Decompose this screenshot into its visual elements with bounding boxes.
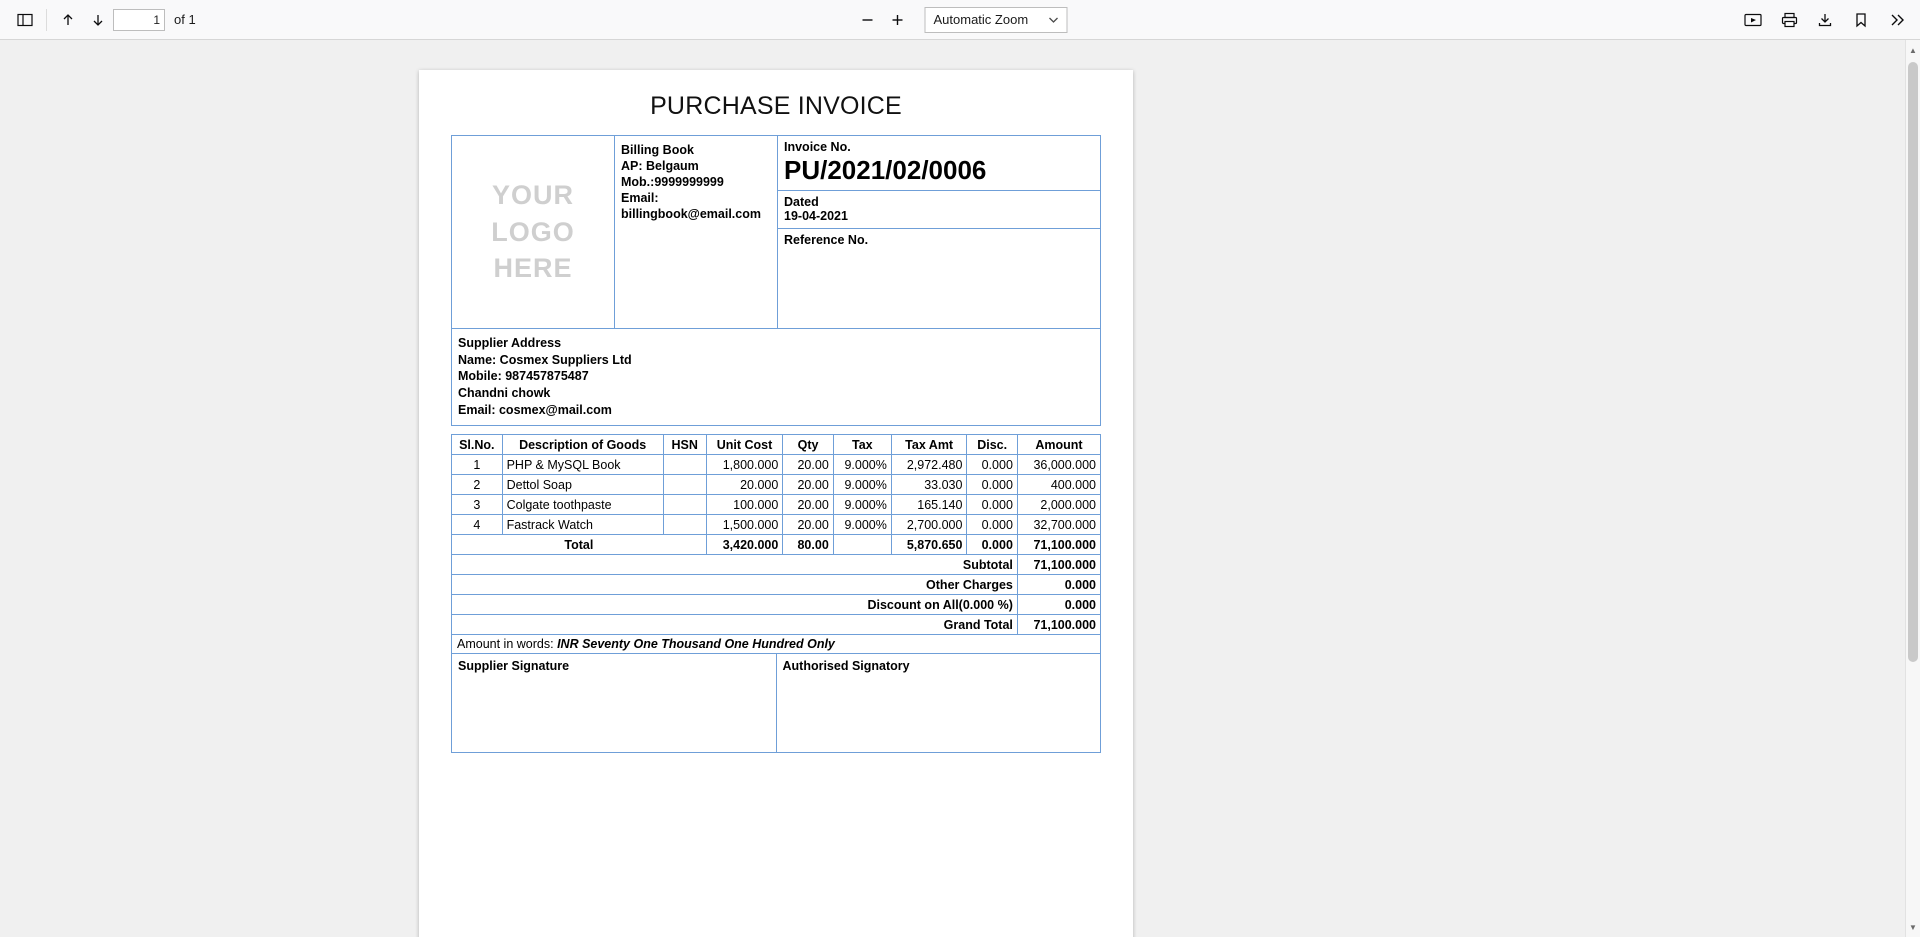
zoom-level-select[interactable] — [925, 7, 1068, 33]
cell-disc: 0.000 — [967, 495, 1017, 515]
cell-hsn — [663, 515, 706, 535]
supplier-name: Name: Cosmex Suppliers Ltd — [458, 352, 632, 367]
cell-hsn — [663, 495, 706, 515]
toolbar-divider — [46, 9, 47, 31]
invoice-number-box — [778, 136, 1100, 191]
summary-value: 71,100.000 — [1017, 555, 1100, 575]
supplier-address: Chandni chowk — [458, 385, 551, 400]
cell-qty: 20.00 — [783, 475, 833, 495]
summary-label: Grand Total — [452, 615, 1018, 635]
cell-slno: 4 — [452, 515, 503, 535]
cell-disc: 0.000 — [967, 455, 1017, 475]
header-desc: Description of Goods — [502, 435, 663, 455]
zoom-out-icon[interactable] — [853, 6, 883, 34]
invoice-header-block — [451, 135, 1101, 426]
table-row — [452, 515, 1101, 535]
header-amount: Amount — [1017, 435, 1100, 455]
signature-row — [451, 654, 1101, 753]
cell-hsn — [663, 475, 706, 495]
next-page-icon[interactable] — [83, 6, 113, 34]
summary-label: Other Charges — [452, 575, 1018, 595]
table-header-row — [452, 435, 1101, 455]
company-address: AP: Belgaum — [621, 159, 699, 173]
pdf-viewer-area — [0, 40, 1920, 937]
cell-taxamt: 2,700.000 — [891, 515, 967, 535]
invoice-date-box — [778, 191, 1100, 229]
total-unit: 3,420.000 — [706, 535, 783, 555]
table-total-row — [452, 535, 1101, 555]
summary-row — [452, 595, 1101, 615]
supplier-email: Email: cosmex@mail.com — [458, 402, 612, 417]
invoice-date-value: 19-04-2021 — [784, 208, 848, 223]
logo-placeholder — [452, 136, 615, 328]
total-qty: 80.00 — [783, 535, 833, 555]
presentation-mode-icon[interactable] — [1738, 6, 1768, 34]
company-email: billingbook@email.com — [621, 207, 761, 221]
bookmark-icon[interactable] — [1846, 6, 1876, 34]
cell-amount: 32,700.000 — [1017, 515, 1100, 535]
invoice-date-label: Dated — [784, 194, 819, 209]
print-icon[interactable] — [1774, 6, 1804, 34]
cell-qty: 20.00 — [783, 455, 833, 475]
cell-hsn — [663, 455, 706, 475]
supplier-signature-label: Supplier Signature — [452, 654, 777, 752]
cell-unit: 100.000 — [706, 495, 783, 515]
cell-qty: 20.00 — [783, 515, 833, 535]
zoom-in-icon[interactable] — [883, 6, 913, 34]
cell-tax: 9.000% — [833, 455, 891, 475]
amount-in-words — [451, 635, 1101, 654]
header-disc: Disc. — [967, 435, 1017, 455]
cell-unit: 1,800.000 — [706, 455, 783, 475]
logo-text — [491, 177, 575, 286]
authorised-signatory-label: Authorised Signatory — [782, 659, 910, 674]
invoice-body — [451, 135, 1101, 753]
summary-label: Subtotal — [452, 555, 1018, 575]
cell-taxamt: 165.140 — [891, 495, 967, 515]
scrollbar-thumb[interactable] — [1908, 62, 1918, 662]
amount-in-words-value: INR Seventy One Thousand One Hundred Only — [557, 637, 835, 652]
cell-amount: 36,000.000 — [1017, 455, 1100, 475]
summary-value: 71,100.000 — [1017, 615, 1100, 635]
company-mobile: Mob.:9999999999 — [621, 175, 724, 189]
cell-disc: 0.000 — [967, 515, 1017, 535]
cell-unit: 1,500.000 — [706, 515, 783, 535]
header-slno: Sl.No. — [452, 435, 503, 455]
line-items-table — [451, 434, 1101, 635]
toolbar-right-group — [1738, 6, 1912, 34]
reference-box — [778, 229, 1100, 328]
table-row — [452, 455, 1101, 475]
summary-value: 0.000 — [1017, 575, 1100, 595]
zoom-level-value: Automatic Zoom — [933, 12, 1029, 27]
cell-tax: 9.000% — [833, 515, 891, 535]
more-tools-icon[interactable] — [1882, 6, 1912, 34]
cell-tax: 9.000% — [833, 495, 891, 515]
header-qty: Qty — [783, 435, 833, 455]
supplier-mobile: Mobile: 987457875487 — [458, 369, 589, 384]
save-icon[interactable] — [1810, 6, 1840, 34]
invoice-number-label: Invoice No. — [784, 140, 851, 154]
header-unit: Unit Cost — [706, 435, 783, 455]
scroll-up-icon[interactable]: ▲ — [1909, 45, 1917, 55]
supplier-address-block — [452, 328, 1100, 425]
cell-tax: 9.000% — [833, 475, 891, 495]
logo-line-1: YOUR — [491, 180, 574, 211]
pdf-page — [419, 70, 1133, 937]
cell-taxamt: 2,972.480 — [891, 455, 967, 475]
reference-label: Reference No. — [784, 232, 869, 247]
table-row — [452, 495, 1101, 515]
sidebar-toggle-icon[interactable] — [10, 6, 40, 34]
header-tax: Tax — [833, 435, 891, 455]
logo-line-2: LOGO — [491, 216, 575, 247]
total-disc: 0.000 — [967, 535, 1017, 555]
total-label: Total — [452, 535, 707, 555]
header-hsn: HSN — [663, 435, 706, 455]
vertical-scrollbar[interactable] — [1905, 40, 1920, 937]
cell-slno: 1 — [452, 455, 503, 475]
chevron-down-icon — [1049, 15, 1059, 25]
total-amount: 71,100.000 — [1017, 535, 1100, 555]
cell-desc: Dettol Soap — [502, 475, 663, 495]
logo-line-3: HERE — [493, 253, 573, 284]
previous-page-icon[interactable] — [53, 6, 83, 34]
invoice-meta-block — [778, 136, 1100, 328]
cell-qty: 20.00 — [783, 495, 833, 515]
cell-taxamt: 33.030 — [891, 475, 967, 495]
company-email-label: Email: — [621, 191, 659, 205]
table-row — [452, 475, 1101, 495]
summary-label: Discount on All(0.000 %) — [452, 595, 1018, 615]
scroll-down-icon[interactable]: ▼ — [1909, 922, 1917, 932]
page-count-label: of 1 — [174, 12, 196, 27]
invoice-number-value: PU/2021/02/0006 — [784, 155, 987, 185]
amount-in-words-label: Amount in words: — [457, 637, 554, 652]
cell-unit: 20.000 — [706, 475, 783, 495]
total-taxamt: 5,870.650 — [891, 535, 967, 555]
summary-row — [452, 615, 1101, 635]
cell-slno: 2 — [452, 475, 503, 495]
summary-row — [452, 555, 1101, 575]
zoom-controls — [853, 6, 1068, 34]
total-tax — [833, 535, 891, 555]
supplier-heading: Supplier Address — [458, 336, 562, 350]
company-address-block — [615, 136, 778, 328]
summary-row — [452, 575, 1101, 595]
cell-amount: 2,000.000 — [1017, 495, 1100, 515]
cell-amount: 400.000 — [1017, 475, 1100, 495]
header-row — [452, 136, 1100, 328]
page-number-input[interactable] — [113, 9, 165, 31]
cell-desc: Fastrack Watch — [502, 515, 663, 535]
pdf-toolbar — [0, 0, 1920, 40]
cell-desc: PHP & MySQL Book — [502, 455, 663, 475]
cell-desc: Colgate toothpaste — [502, 495, 663, 515]
summary-value: 0.000 — [1017, 595, 1100, 615]
header-taxamt: Tax Amt — [891, 435, 967, 455]
company-name: Billing Book — [621, 143, 694, 157]
invoice-title: PURCHASE INVOICE — [650, 92, 902, 120]
cell-disc: 0.000 — [967, 475, 1017, 495]
cell-slno: 3 — [452, 495, 503, 515]
